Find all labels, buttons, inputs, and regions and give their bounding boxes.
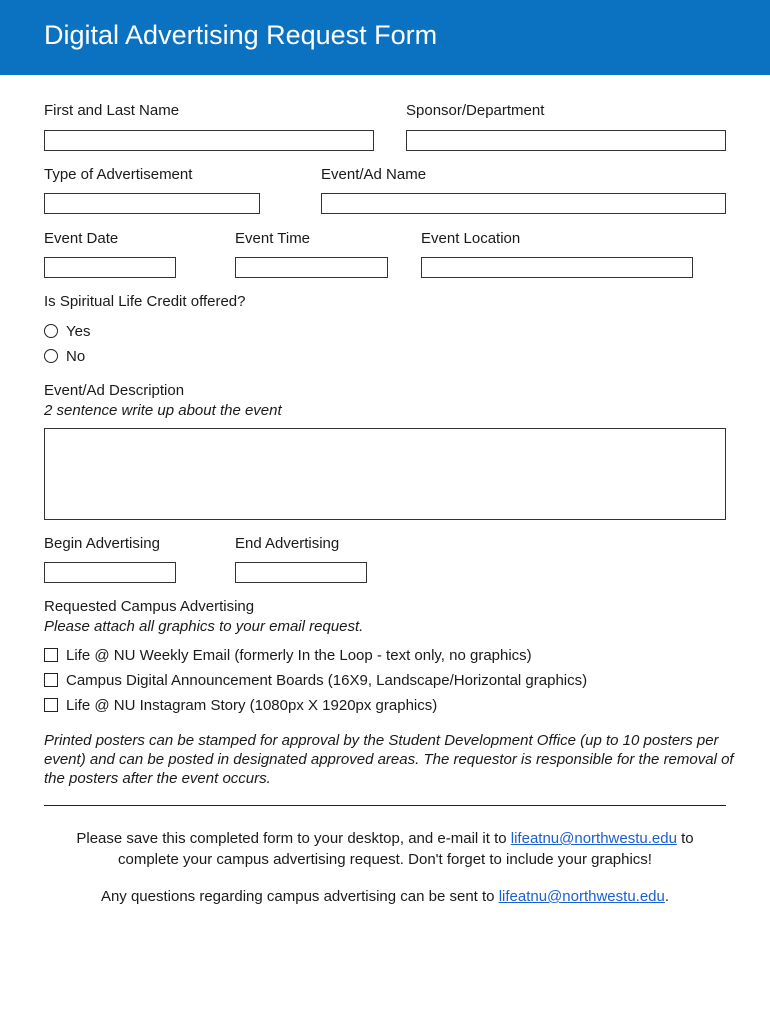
end-label: End Advertising: [235, 535, 340, 552]
event-time-field[interactable]: [235, 257, 388, 278]
event-time-label: Event Time: [235, 230, 311, 247]
credit-option-no[interactable]: [44, 347, 85, 365]
campus-option-label: Campus Digital Announcement Boards (16X9, Landscape/Horizontal graphics): [66, 671, 588, 689]
radio-icon[interactable]: [44, 324, 58, 338]
end-field[interactable]: [235, 562, 367, 583]
sponsor-field[interactable]: [406, 130, 726, 151]
checkbox-icon[interactable]: [44, 648, 58, 662]
credit-option-yes[interactable]: [44, 322, 90, 340]
footer-text: to complete your campus advertising request. Don't forget to include your graphics!: [118, 830, 694, 868]
campus-option-label: Life @ NU Weekly Email (formerly In the Loop - text only, no graphics): [66, 646, 532, 664]
campus-option-boards[interactable]: [44, 671, 587, 689]
radio-icon[interactable]: [44, 349, 58, 363]
event-location-label: Event Location: [421, 230, 521, 247]
credit-option-label: No: [66, 347, 86, 365]
description-field[interactable]: [44, 428, 726, 520]
type-label: Type of Advertisement: [44, 166, 193, 183]
email-link[interactable]: lifeatnu@northwestu.edu: [510, 830, 677, 847]
name-field[interactable]: [44, 130, 374, 151]
begin-label: Begin Advertising: [44, 535, 160, 552]
credit-option-label: Yes: [66, 322, 91, 340]
footer-text: Please save this completed form to your desktop, and e-mail it to: [76, 830, 511, 847]
description-label: Event/Ad Description: [44, 382, 185, 399]
credit-question: Is Spiritual Life Credit offered?: [44, 293, 246, 310]
event-location-field[interactable]: [421, 257, 693, 278]
event-date-label: Event Date: [44, 230, 119, 247]
posters-note: Printed posters can be stamped for approval by the Student Development Office (up to 10 posters per event) and can be posted in designated approved areas. The requestor is responsible for the removal of the posters after the event occurs.: [44, 732, 734, 787]
divider: [44, 805, 726, 806]
footer-text: Any questions regarding campus advertising can be sent to: [100, 888, 499, 905]
campus-hint: Please attach all graphics to your email request.: [44, 618, 364, 635]
name-label: First and Last Name: [44, 102, 180, 119]
type-field[interactable]: [44, 193, 260, 214]
campus-option-instagram[interactable]: [44, 696, 437, 714]
footer-instructions: [44, 828, 726, 870]
event-name-label: Event/Ad Name: [321, 166, 427, 183]
begin-field[interactable]: [44, 562, 176, 583]
form-header: [0, 0, 770, 75]
campus-option-email[interactable]: [44, 646, 532, 664]
description-hint: 2 sentence write up about the event: [44, 402, 282, 419]
checkbox-icon[interactable]: [44, 698, 58, 712]
footer-questions: [44, 886, 726, 907]
event-name-field[interactable]: [321, 193, 726, 214]
form-title: Digital Advertising Request Form: [44, 20, 438, 50]
campus-option-label: Life @ NU Instagram Story (1080px X 1920px graphics): [66, 696, 438, 714]
campus-label: Requested Campus Advertising: [44, 598, 255, 615]
checkbox-icon[interactable]: [44, 673, 58, 687]
sponsor-label: Sponsor/Department: [406, 102, 545, 119]
email-link[interactable]: lifeatnu@northwestu.edu: [498, 888, 665, 905]
event-date-field[interactable]: [44, 257, 176, 278]
footer-text: .: [664, 888, 670, 905]
